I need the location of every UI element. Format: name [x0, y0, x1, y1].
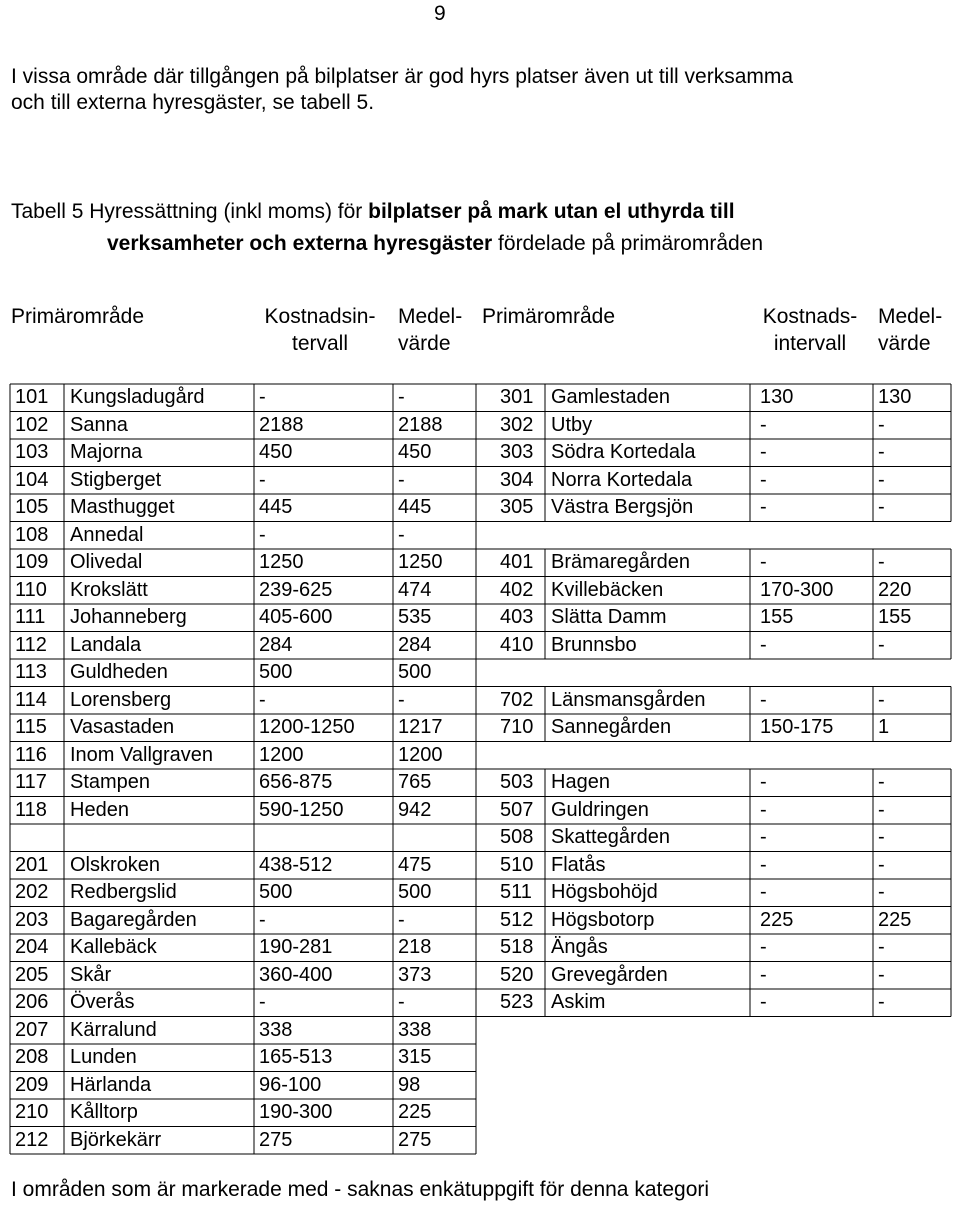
cell-left-interval: 500 — [259, 881, 293, 903]
cell-left-code: 103 — [15, 441, 49, 463]
header-right-mean-line1: Medel- — [878, 305, 943, 328]
cell-left-code: 210 — [15, 1101, 49, 1123]
cell-right-interval: - — [760, 936, 767, 958]
header-right-interval — [745, 303, 875, 357]
cell-left-interval: - — [259, 908, 266, 931]
cell-right-code: 508 — [500, 826, 534, 848]
cell-left-name: Bagaregården — [70, 908, 197, 931]
cell-right-name: Skattegården — [551, 826, 670, 848]
cell-left-name: Vasastaden — [70, 716, 175, 738]
cell-left-interval: 590-1250 — [259, 798, 344, 821]
cell-right-code: 403 — [500, 606, 534, 628]
cell-right-name: Grevegården — [551, 963, 668, 986]
cell-left-name: Sanna — [70, 413, 128, 436]
header-left-interval-line2: tervall — [291, 332, 349, 355]
cell-left-mean: 474 — [398, 578, 432, 601]
cell-left-code: 206 — [15, 991, 49, 1013]
cell-left-mean: 445 — [398, 496, 432, 518]
cell-left-interval: - — [259, 991, 266, 1013]
caption-bold-2: verksamheter och externa hyresgäster — [107, 232, 493, 255]
cell-left-name: Björkekärr — [70, 1128, 162, 1151]
cell-left-mean: 535 — [398, 606, 432, 628]
header-left-area: Primärområde — [11, 305, 145, 328]
cell-right-mean: 1 — [878, 716, 890, 738]
cell-left-code: 115 — [15, 716, 47, 738]
cell-left-mean: 500 — [398, 881, 432, 903]
cell-left-code: 201 — [15, 853, 49, 876]
cell-left-mean: 315 — [398, 1046, 432, 1068]
cell-left-mean: 338 — [398, 1018, 432, 1041]
cell-left-mean: 1250 — [398, 551, 443, 573]
cell-right-interval: 170-300 — [760, 578, 834, 601]
cell-left-name: Johanneberg — [70, 606, 187, 628]
cell-left-code: 207 — [15, 1018, 49, 1041]
cell-right-mean: - — [878, 936, 885, 958]
footer-note: I områden som är markerade med - saknas enkätuppgift för denna kategori — [11, 1178, 710, 1201]
cell-right-interval: - — [760, 441, 767, 463]
cell-left-code: 212 — [15, 1128, 49, 1151]
cell-right-code: 304 — [500, 468, 534, 491]
cell-left-interval: 1250 — [259, 551, 304, 573]
cell-left-interval: 165-513 — [259, 1046, 333, 1068]
cell-right-interval: 155 — [760, 606, 794, 628]
cell-right-code: 520 — [500, 963, 534, 986]
cell-left-interval: 360-400 — [259, 963, 333, 986]
cell-right-code: 305 — [500, 496, 534, 518]
cell-left-name: Annedal — [70, 523, 144, 546]
cell-right-code: 410 — [500, 633, 534, 656]
cell-left-interval: 445 — [259, 496, 293, 518]
cell-left-code: 111 — [15, 606, 46, 628]
intro-line-1: I vissa område där tillgången på bilplatser är god hyrs platser även ut till verksamma — [11, 65, 794, 88]
cell-left-mean: 1217 — [398, 716, 443, 738]
cell-left-code: 108 — [15, 523, 49, 546]
cell-left-interval: 438-512 — [259, 853, 333, 876]
cell-left-name: Inom Vallgraven — [70, 743, 214, 766]
cell-right-code: 507 — [500, 798, 534, 821]
cell-left-name: Redbergslid — [70, 881, 177, 903]
cell-left-mean: 942 — [398, 798, 432, 821]
cell-left-interval: 239-625 — [259, 578, 333, 601]
caption-line-1 — [11, 196, 763, 228]
cell-left-name: Lunden — [70, 1046, 137, 1068]
cell-left-code: 101 — [15, 386, 49, 408]
cell-right-mean: 130 — [878, 386, 912, 408]
cell-right-mean: - — [878, 826, 885, 848]
cell-right-interval: - — [760, 468, 767, 491]
cell-right-mean: - — [878, 853, 885, 876]
cell-right-name: Slätta Damm — [551, 606, 667, 628]
cell-left-interval: 1200 — [259, 743, 304, 766]
intro-line-2: och till externa hyresgäster, se tabell 5. — [11, 91, 375, 114]
cell-right-name: Kvillebäcken — [551, 578, 664, 601]
cell-left-mean: - — [398, 468, 405, 491]
cell-right-name: Gamlestaden — [551, 386, 670, 408]
cell-right-interval: - — [760, 551, 767, 573]
cell-left-code: 112 — [15, 633, 47, 656]
cell-left-interval: 656-875 — [259, 771, 333, 793]
cell-right-name: Utby — [551, 413, 593, 436]
cell-left-mean: - — [398, 908, 405, 931]
cell-left-name: Stigberget — [70, 468, 162, 491]
cell-left-interval: - — [259, 688, 266, 711]
cell-right-name: Flatås — [551, 853, 606, 876]
cell-left-code: 117 — [15, 771, 47, 793]
cell-right-name: Ängås — [551, 936, 608, 958]
cell-left-code: 205 — [15, 963, 49, 986]
cell-left-interval: 275 — [259, 1128, 293, 1151]
cell-left-name: Krokslätt — [70, 578, 148, 601]
cell-left-name: Stampen — [70, 771, 151, 793]
cell-left-mean: 500 — [398, 661, 432, 683]
cell-right-mean: - — [878, 551, 885, 573]
cell-right-interval: - — [760, 881, 767, 903]
cell-left-name: Guldheden — [70, 661, 168, 683]
cell-right-interval: - — [760, 688, 767, 711]
cell-right-code: 510 — [500, 853, 534, 876]
caption-text-1: Tabell 5 Hyressättning (inkl moms) för — [11, 200, 369, 223]
cell-left-interval: - — [259, 523, 266, 546]
cell-right-mean: - — [878, 496, 885, 518]
header-right-mean — [878, 303, 942, 357]
header-left-mean-line1: Medel- — [398, 305, 463, 328]
cell-right-interval: - — [760, 496, 767, 518]
cell-right-name: Norra Kortedala — [551, 468, 693, 491]
cell-left-mean: 1200 — [398, 743, 443, 766]
cell-right-mean: - — [878, 413, 885, 436]
cell-right-code: 710 — [500, 716, 534, 738]
cell-right-interval: - — [760, 771, 767, 793]
header-left-mean — [398, 303, 462, 357]
cell-left-interval: 338 — [259, 1018, 293, 1041]
cell-right-name: Askim — [551, 991, 606, 1013]
header-right-mean-line2: värde — [878, 332, 931, 355]
cell-right-mean: - — [878, 633, 885, 656]
cell-left-interval: 2188 — [259, 413, 304, 436]
cell-left-interval: 190-281 — [259, 936, 333, 958]
cell-right-code: 518 — [500, 936, 534, 958]
cell-left-mean: 373 — [398, 963, 432, 986]
header-left-interval — [245, 303, 395, 357]
cell-right-code: 302 — [500, 413, 534, 436]
cell-right-code: 523 — [500, 991, 534, 1013]
cell-left-mean: - — [398, 688, 405, 711]
cell-right-interval: - — [760, 798, 767, 821]
caption-text-2: fördelade på primärområden — [492, 232, 764, 255]
cell-right-name: Högsbohöjd — [551, 881, 658, 903]
cell-left-name: Skår — [70, 963, 112, 986]
cell-right-name: Hagen — [551, 771, 610, 793]
cell-left-code: 105 — [15, 496, 49, 518]
cell-left-interval: - — [259, 468, 266, 491]
cell-left-interval: 405-600 — [259, 606, 333, 628]
cell-left-mean: - — [398, 523, 405, 546]
cell-left-code: 203 — [15, 908, 49, 931]
cell-right-interval: 225 — [760, 908, 794, 931]
cell-right-mean: - — [878, 441, 885, 463]
cell-left-mean: 2188 — [398, 413, 443, 436]
caption-bold-1: bilplatser på mark utan el uthyrda till — [368, 200, 735, 223]
cell-right-code: 511 — [500, 881, 532, 903]
cell-left-name: Kålltorp — [70, 1101, 138, 1123]
cell-left-interval: 190-300 — [259, 1101, 333, 1123]
cell-right-mean: 220 — [878, 578, 912, 601]
cell-left-mean: 284 — [398, 633, 432, 656]
cell-right-interval: - — [760, 826, 767, 848]
cell-left-interval: 284 — [259, 633, 293, 656]
cell-right-code: 702 — [500, 688, 534, 711]
header-left-interval-line1: Kostnadsin- — [264, 305, 376, 328]
header-right-interval-line1: Kostnads- — [762, 305, 858, 328]
cell-right-interval: - — [760, 413, 767, 436]
cell-left-mean: 475 — [398, 853, 432, 876]
cell-right-interval: - — [760, 853, 767, 876]
cell-right-code: 402 — [500, 578, 534, 601]
table-caption — [11, 196, 763, 260]
header-right-area: Primärområde — [482, 305, 616, 328]
caption-line-2 — [11, 228, 763, 260]
cell-right-interval: - — [760, 963, 767, 986]
cell-right-code: 303 — [500, 441, 534, 463]
cell-right-interval: - — [760, 991, 767, 1013]
cell-left-code: 202 — [15, 881, 49, 903]
cell-right-name: Högsbotorp — [551, 908, 655, 931]
cell-left-mean: - — [398, 386, 405, 408]
cell-left-name: Lorensberg — [70, 688, 172, 711]
cell-right-name: Länsmansgården — [551, 688, 706, 711]
cell-right-name: Västra Bergsjön — [551, 496, 694, 518]
cell-left-mean: 225 — [398, 1101, 432, 1123]
header-right-interval-line2: intervall — [773, 332, 847, 355]
cell-right-name: Brämaregården — [551, 551, 690, 573]
cell-left-name: Olivedal — [70, 551, 143, 573]
cell-left-mean: 450 — [398, 441, 432, 463]
cell-left-name: Kungsladugård — [70, 386, 205, 408]
cell-right-name: Guldringen — [551, 798, 649, 821]
cell-left-name: Heden — [70, 798, 129, 821]
cell-right-mean: 155 — [878, 606, 912, 628]
cell-left-mean: 218 — [398, 936, 432, 958]
cell-right-name: Södra Kortedala — [551, 441, 696, 463]
cell-left-code: 118 — [15, 798, 47, 821]
cell-right-interval: 150-175 — [760, 716, 834, 738]
cell-left-name: Kärralund — [70, 1018, 157, 1041]
cell-left-code: 109 — [15, 551, 49, 573]
cell-left-mean: 98 — [398, 1073, 421, 1096]
cell-right-mean: - — [878, 881, 885, 903]
cell-right-name: Brunnsbo — [551, 633, 637, 656]
cell-right-interval: - — [760, 633, 767, 656]
intro-paragraph — [11, 64, 793, 116]
cell-right-mean: - — [878, 798, 885, 821]
cell-left-interval: 450 — [259, 441, 293, 463]
cell-left-interval: 96-100 — [259, 1073, 322, 1096]
cell-left-name: Majorna — [70, 441, 143, 463]
cell-left-mean: - — [398, 991, 405, 1013]
cell-right-mean: - — [878, 991, 885, 1013]
page-number: 9 — [434, 2, 446, 25]
header-left-mean-line2: värde — [398, 332, 451, 355]
cell-right-mean: - — [878, 468, 885, 491]
cell-left-name: Landala — [70, 633, 142, 656]
cell-left-name: Överås — [70, 991, 135, 1013]
cell-right-code: 503 — [500, 771, 534, 793]
cell-left-code: 114 — [15, 688, 47, 711]
cell-right-code: 512 — [500, 908, 534, 931]
cell-right-mean: 225 — [878, 908, 912, 931]
cell-left-name: Olskroken — [70, 853, 161, 876]
cell-left-interval: - — [259, 386, 266, 408]
cell-left-name: Härlanda — [70, 1073, 152, 1096]
cell-right-mean: - — [878, 963, 885, 986]
cell-right-code: 301 — [500, 386, 534, 408]
cell-right-name: Sannegården — [551, 716, 672, 738]
cell-left-name: Kallebäck — [70, 936, 157, 958]
cell-right-mean: - — [878, 688, 885, 711]
cell-left-name: Masthugget — [70, 496, 175, 518]
cell-left-interval: 1200-1250 — [259, 716, 355, 738]
cell-left-interval: 500 — [259, 661, 293, 683]
cell-left-code: 116 — [15, 743, 47, 766]
cell-left-mean: 765 — [398, 771, 432, 793]
cell-left-mean: 275 — [398, 1128, 432, 1151]
cell-left-code: 208 — [15, 1046, 49, 1068]
cell-right-code: 401 — [500, 551, 534, 573]
cell-left-code: 204 — [15, 936, 49, 958]
cell-left-code: 113 — [15, 661, 47, 683]
cell-right-interval: 130 — [760, 386, 794, 408]
cell-left-code: 104 — [15, 468, 49, 491]
cell-left-code: 110 — [15, 578, 47, 601]
cell-left-code: 102 — [15, 413, 49, 436]
cell-left-code: 209 — [15, 1073, 49, 1096]
cell-right-mean: - — [878, 771, 885, 793]
